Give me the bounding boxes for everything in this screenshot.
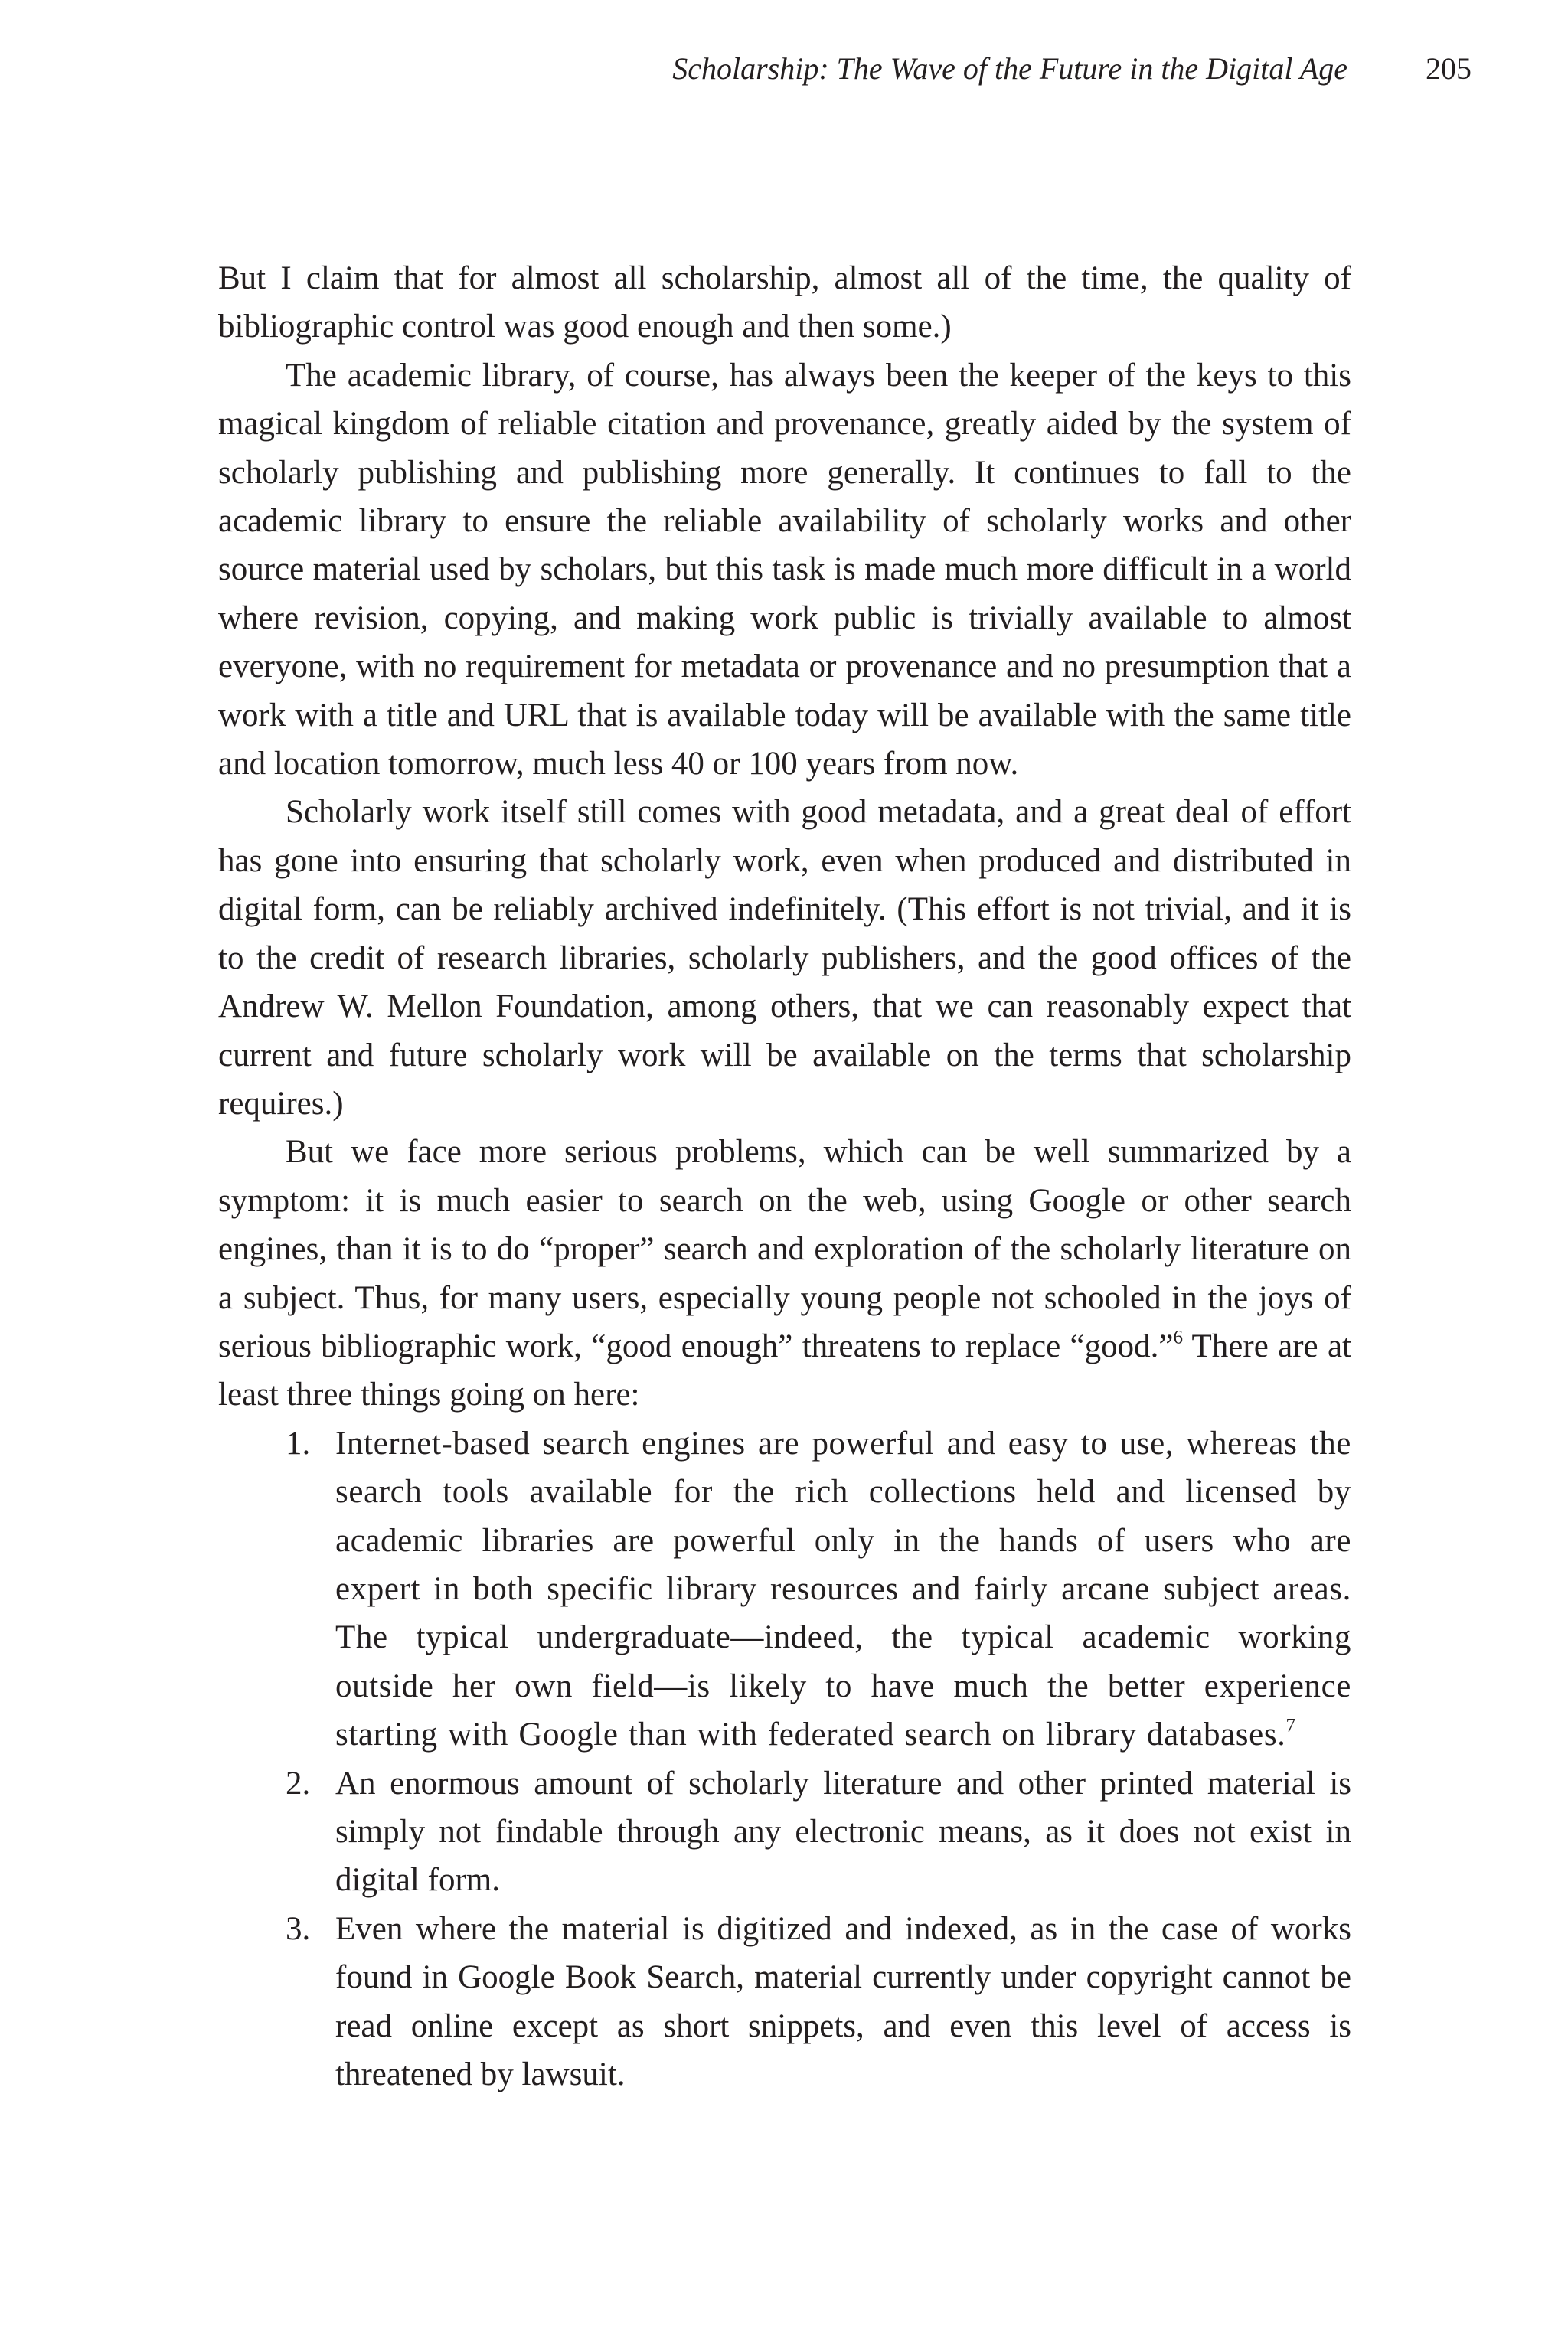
list-item-text	[335, 1419, 1351, 1759]
paragraph-serious-problems	[218, 1128, 1351, 1419]
list-item-text: Even where the material is digitized and indexed, as in the case of works found in Google Book Search, material currently under copyright cannot be read online except as short snippets, and even this level of access is threatened by lawsuit.	[335, 1910, 1351, 2093]
page-number: 205	[1426, 51, 1472, 86]
list-item	[218, 1759, 1351, 1905]
paragraph-continuation: But I claim that for almost all scholarship, almost all of the time, the quality of bibliographic control was good enough and then some.)	[218, 260, 1351, 345]
footnote-marker: 7	[1285, 1715, 1296, 1736]
list-item-number: 3.	[286, 1910, 311, 1947]
paragraph-academic-library: The academic library, of course, has always been the keeper of the keys to this magical kingdom of reliable citation and provenance, greatly aided by the system of scholarly publishing and publishing more generally. It continues to fall to the academic library to ensure the reliable availability of scholarly works and other source material used by scholars, but this task is made much more difficult in a world where revision, copying, and making work public is trivially available to almost everyone, with no requirement for metadata or provenance and no presumption that a work with a title and URL that is available today will be available with the same title and location tomorrow, much less 40 or 100 years from now.	[218, 357, 1351, 782]
list-item-number: 2.	[286, 1765, 311, 1802]
paragraph-scholarly-metadata: Scholarly work itself still comes with good metadata, and a great deal of effort has gone into ensuring that scholarly work, even when produced and distributed in digital form, can be reliably archived indefinitely. (This effort is not trivial, and it is to the credit of research libraries, scholarly publishers, and the good offices of the Andrew W. Mellon Foundation, among others, that we can reasonably expect that current and future scholarly work will be available on the terms that scholarship requires.)	[218, 794, 1351, 1122]
numbered-list	[218, 1419, 1351, 2099]
list-item-body: Internet-based search engines are powerful and easy to use, whereas the search tools available for the rich collections held and licensed by academic libraries are powerful only in the hands of users who are expert in both specific library resources and fairly arcane subject areas. The typical undergraduate—indeed, the typical academic working outside her own field—is likely to have much the better experience starting with Google than with federated search on library databases.	[335, 1425, 1351, 1753]
body-text	[218, 254, 1351, 2099]
list-item-number: 1.	[286, 1425, 311, 1462]
list-item	[218, 1905, 1351, 2099]
list-item-text: An enormous amount of scholarly literature and other printed material is simply not findable through any electronic means, as it does not exist in digital form.	[335, 1765, 1351, 1899]
paragraph-text-tail: There are at least three things going on here:	[218, 1328, 1351, 1413]
running-title: Scholarship: The Wave of the Future in the Digital Age	[672, 51, 1348, 86]
list-item	[218, 1419, 1351, 1759]
footnote-marker: 6	[1173, 1327, 1183, 1348]
paragraph-text: But we face more serious problems, which can be well summarized by a symptom: it is much easier to search on the web, using Google or other search engines, than it is to do “proper” search and exploration of the scholarly literature on a subject. Thus, for many users, especially young people not schooled in the joys of serious bibliographic work, “good enough” threatens to replace “good.”	[218, 1134, 1351, 1364]
running-head	[0, 46, 1568, 92]
